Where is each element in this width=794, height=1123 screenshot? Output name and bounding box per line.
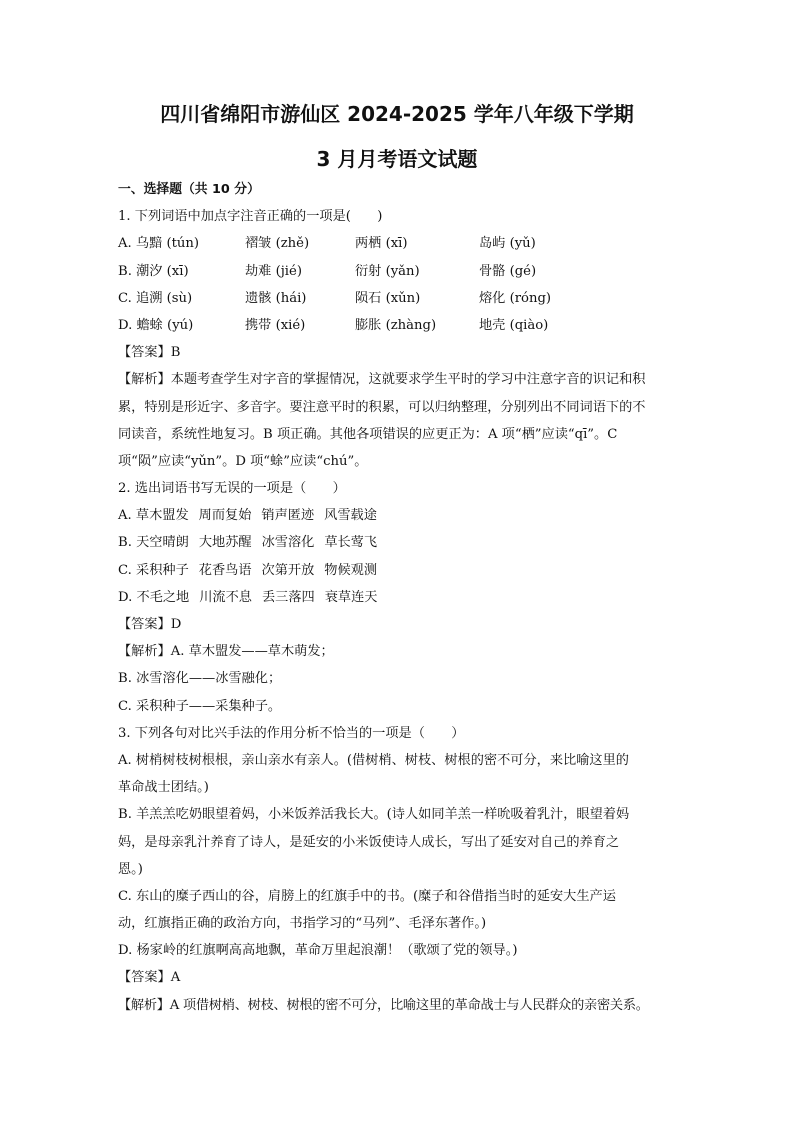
option-word: A. 草木盟发	[118, 508, 189, 524]
option-word: 大地苏醒	[198, 535, 252, 551]
question-2-option-d	[118, 584, 682, 611]
question-3-line: B. 羊羔羔吃奶眼望着妈，小米饭养活我长大。(诗人如同羊羔一样吮吸着乳汁，眼望着妈	[118, 807, 630, 823]
document-title: 四川省绵阳市游仙区 2024-2025 学年八年级下学期	[160, 102, 634, 126]
question-3-line: 动，红旗指正确的政治方向，书指学习的“马列”、毛泽东著作。)	[118, 916, 487, 932]
option-item: 劫难 (jié)	[245, 263, 302, 279]
question-2-analysis-line: 【解析】A. 草木盟发——草木萌发；	[118, 644, 334, 660]
option-word: 衰草连天	[324, 589, 378, 605]
option-word: 次第开放	[261, 562, 315, 578]
option-item: B. 潮汐 (xī)	[118, 263, 189, 279]
option-item: 遗骸 (hái)	[245, 290, 307, 306]
question-1-option-a	[118, 230, 682, 257]
option-word: 销声匿迹	[261, 508, 315, 524]
question-2-analysis-line: B. 冰雪溶化——冰雪融化；	[118, 671, 282, 687]
option-item: 膨胀 (zhàng)	[355, 317, 437, 333]
question-1-option-d	[118, 312, 682, 339]
question-3-line: 恩。)	[118, 861, 143, 877]
question-2-analysis-line: C. 采积种子——采集种子。	[118, 698, 282, 714]
question-1-analysis-line: 【解析】本题考查学生对字音的掌握情况，这就要求学生平时的学习中注意字音的识记和积	[118, 372, 646, 388]
question-3-stem: 3. 下列各句对比兴手法的作用分析不恰当的一项是（ ）	[118, 725, 465, 741]
option-word: 川流不息	[199, 589, 252, 605]
question-2-option-c	[118, 557, 682, 584]
question-3-analysis: 【解析】A 项借树梢、树枝、树根的密不可分，比喻这里的革命战士与人民群众的亲密关系。	[118, 997, 649, 1013]
question-1-answer: 【答案】B	[118, 345, 181, 361]
section-heading: 一、选择题（共 10 分）	[118, 182, 260, 197]
question-3-answer: 【答案】A	[118, 970, 181, 986]
option-item: D. 蟾蜍 (yú)	[118, 317, 194, 333]
option-item: 两栖 (xī)	[355, 236, 408, 252]
option-word: 冰雪溶化	[261, 535, 315, 551]
option-item: 熔化 (róng)	[479, 290, 552, 306]
question-1-option-b	[118, 258, 682, 285]
option-word: 花香鸟语	[198, 562, 252, 578]
question-2-option-a	[118, 502, 682, 529]
option-item: 衍射 (yǎn)	[355, 263, 420, 279]
question-3-line: C. 东山的糜子西山的谷，肩膀上的红旗手中的书。(糜子和谷借指当时的延安大生产运	[118, 888, 616, 904]
question-3-line: 革命战士团结。)	[118, 780, 209, 796]
question-3-line: 妈，是母亲乳汁养育了诗人，是延安的小米饭使诗人成长，写出了延安对自己的养育之	[118, 834, 620, 850]
option-word: 草长莺飞	[324, 535, 378, 551]
option-word: 周而复始	[198, 508, 252, 524]
option-word: C. 采积种子	[118, 562, 189, 578]
question-1-analysis-line: 项“陨”应读“yǔn”。D 项“蜍”应读“chú”。	[118, 453, 368, 469]
option-word: 风雪载途	[324, 508, 377, 524]
question-1-analysis-line: 累，特别是形近字、多音字。要注意平时的积累，可以归纳整理，分别列出不同词语下的不	[118, 399, 646, 415]
question-2-answer: 【答案】D	[118, 617, 182, 632]
option-word: 丢三落四	[262, 589, 315, 605]
question-2-stem: 2. 选出词语书写无误的一项是（ ）	[118, 481, 346, 497]
option-item: 陨石 (xǔn)	[355, 290, 421, 306]
question-2-option-b	[118, 529, 682, 556]
option-item: 地壳 (qiào)	[479, 317, 549, 333]
option-item: 褶皱 (zhě)	[245, 236, 310, 252]
question-1-stem: 1. 下列词语中加点字注音正确的一项是( )	[118, 209, 383, 225]
option-word: D. 不毛之地	[118, 589, 190, 605]
exam-content	[118, 176, 682, 1019]
question-3-line: D. 杨家岭的红旗啊高高地飘，革命万里起浪潮！（歌颂了党的领导。)	[118, 943, 518, 959]
option-item: A. 乌黯 (tún)	[118, 236, 200, 252]
question-1-analysis-line: 同读音，系统性地复习。B 项正确。其他各项错误的应更正为：A 项“栖”应读“qī”。C	[118, 426, 618, 442]
option-word: B. 天空晴朗	[118, 535, 189, 551]
option-item: 岛屿 (yǔ)	[479, 236, 536, 252]
option-word: 物候观测	[324, 562, 378, 578]
option-item: C. 追溯 (sù)	[118, 290, 193, 306]
document-subtitle: 3 月月考语文试题	[316, 147, 478, 171]
question-3-line: A. 树梢树枝树根根，亲山亲水有亲人。(借树梢、树枝、树根的密不可分，来比喻这里的	[118, 752, 629, 768]
option-item: 骨骼 (gé)	[479, 263, 537, 279]
question-1-option-c	[118, 285, 682, 312]
option-item: 携带 (xié)	[245, 317, 306, 333]
